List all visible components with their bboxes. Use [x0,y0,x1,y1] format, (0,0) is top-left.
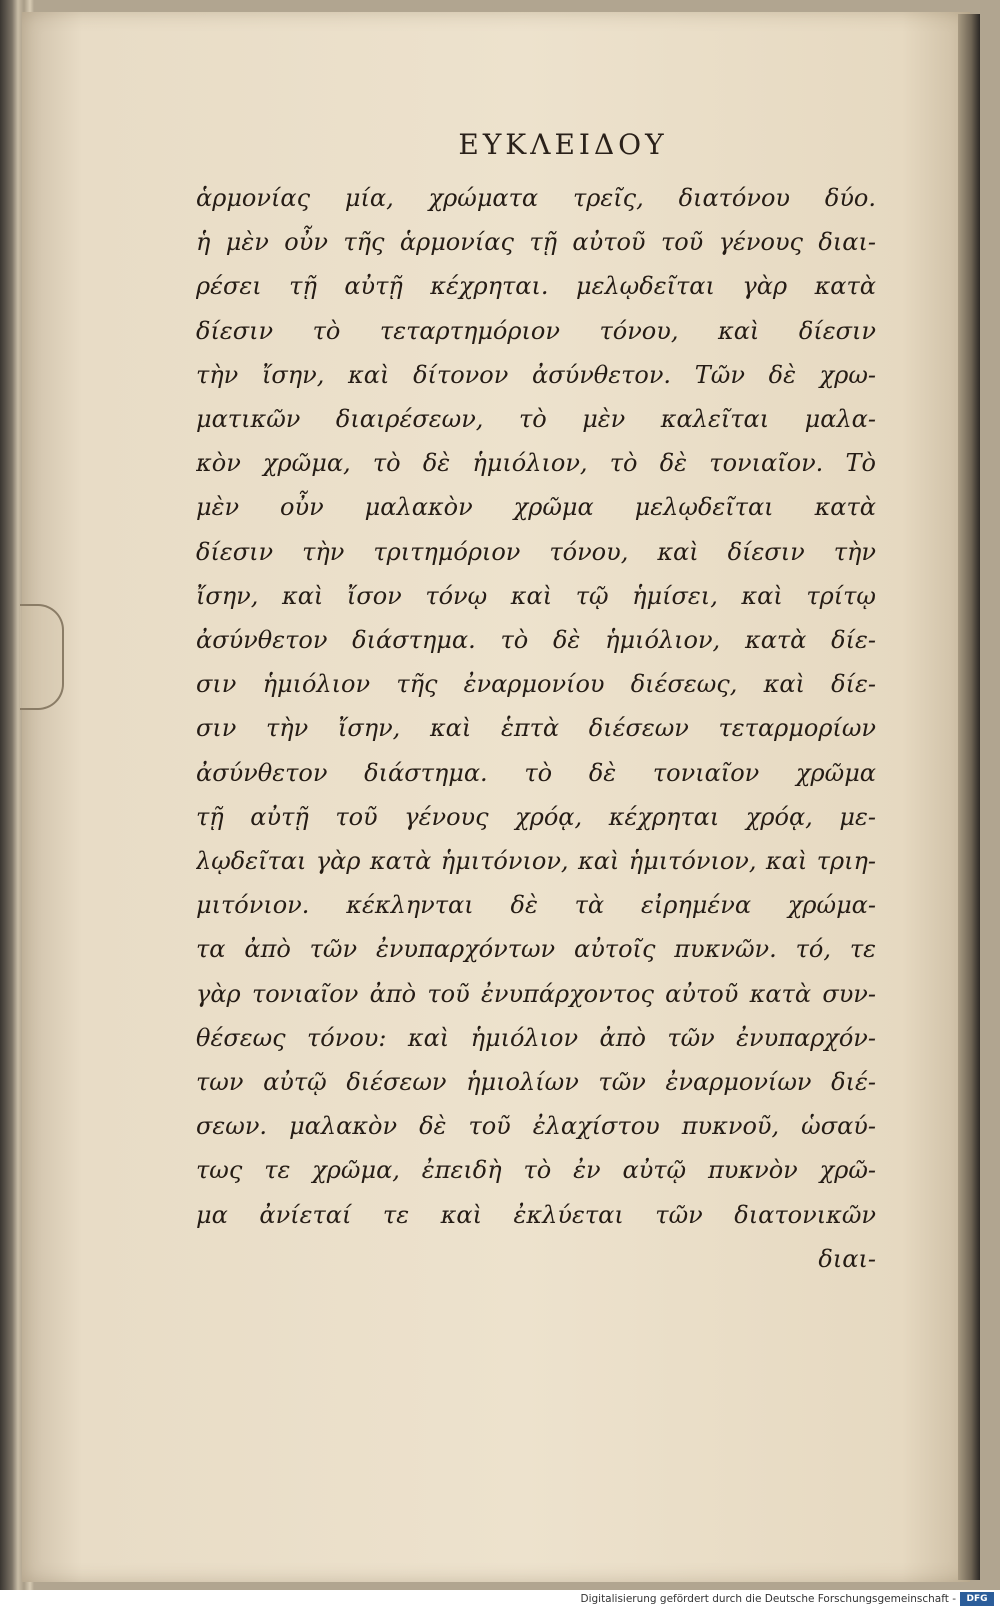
text-line: κὸν χρῶμα, τὸ δὲ ἡμιόλιον, τὸ δὲ τονιαῖον. Τὸ [196,449,876,478]
text-line: μα ἀνίεταί τε καὶ ἐκλύεται τῶν διατονικῶν [196,1200,876,1229]
body-text [196,176,876,1281]
text-line: δίεσιν τὸ τεταρτημόριον τόνου, καὶ δίεσιν [196,316,876,345]
text-line: δίεσιν τὴν τριτημόριον τόνου, καὶ δίεσιν τὴν [196,537,876,566]
text-line: θέσεως τόνου: καὶ ἡμιόλιον ἀπὸ τῶν ἐνυπαρχόν- [196,1023,876,1052]
text-line: σεων. μαλακὸν δὲ τοῦ ἐλαχίστου πυκνοῦ, ὡσαύ- [196,1112,876,1141]
text-line: γὰρ τονιαῖον ἀπὸ τοῦ ἐνυπάρχοντος αὐτοῦ κατὰ συν- [196,979,876,1008]
text-line: ἴσην, καὶ ἴσον τόνῳ καὶ τῷ ἡμίσει, καὶ τρίτῳ [196,581,876,610]
book-clasp-shadow [20,604,64,710]
page-gutter-shadow [958,14,980,1580]
text-line: μὲν οὖν μαλακὸν χρῶμα μελῳδεῖται κατὰ [196,493,876,522]
running-header [22,128,970,161]
text-line: ρέσει τῇ αὐτῇ κέχρηται. μελῳδεῖται γὰρ κατὰ [196,272,876,301]
text-line: τῇ αὐτῇ τοῦ γένους χρόᾳ, κέχρηται χρόᾳ, με- [196,802,876,831]
text-line: ἡ μὲν οὖν τῆς ἁρμονίας τῇ αὐτοῦ τοῦ γένους διαι- [196,228,876,257]
text-line: μιτόνιον. κέκληνται δὲ τὰ εἰρημένα χρώμα- [196,891,876,920]
text-line: λῳδεῖται γὰρ κατὰ ἡμιτόνιον, καὶ ἡμιτόνιον, καὶ τριη- [196,847,876,876]
text-line: ἀσύνθετον διάστημα. τὸ δὲ ἡμιόλιον, κατὰ δίε- [196,626,876,655]
text-line: ἀσύνθετον διάστημα. τὸ δὲ τονιαῖον χρῶμα [196,758,876,787]
text-line: τὴν ἴσην, καὶ δίτονον ἀσύνθετον. Τῶν δὲ χρω- [196,360,876,389]
running-header-text: ΕΥΚΛΕΙΔΟΥ [458,128,668,161]
text-line: τα ἀπὸ τῶν ἐνυπαρχόντων αὐτοῖς πυκνῶν. τό, τε [196,935,876,964]
text-line: σιν τὴν ἴσην, καὶ ἑπτὰ διέσεων τεταρμορίων [196,714,876,743]
text-line: ἁρμονίας μία, χρώματα τρεῖς, διατόνου δύο. [196,184,876,212]
text-line: τως τε χρῶμα, ἐπειδὴ τὸ ἐν αὐτῷ πυκνὸν χρῶ- [196,1156,876,1185]
funding-credit: Digitalisierung gefördert durch die Deutsche Forschungsgemeinschaft - [580,1593,956,1605]
text-line: των αὐτῷ διέσεων ἡμιολίων τῶν ἐναρμονίων διέ- [196,1068,876,1097]
catchword: διαι- [818,1244,876,1273]
text-line: σιν ἡμιόλιον τῆς ἐναρμονίου διέσεως, καὶ δίε- [196,670,876,699]
text-line: ματικῶν διαιρέσεων, τὸ μὲν καλεῖται μαλα- [196,405,876,434]
dfg-logo: DFG [960,1592,994,1606]
